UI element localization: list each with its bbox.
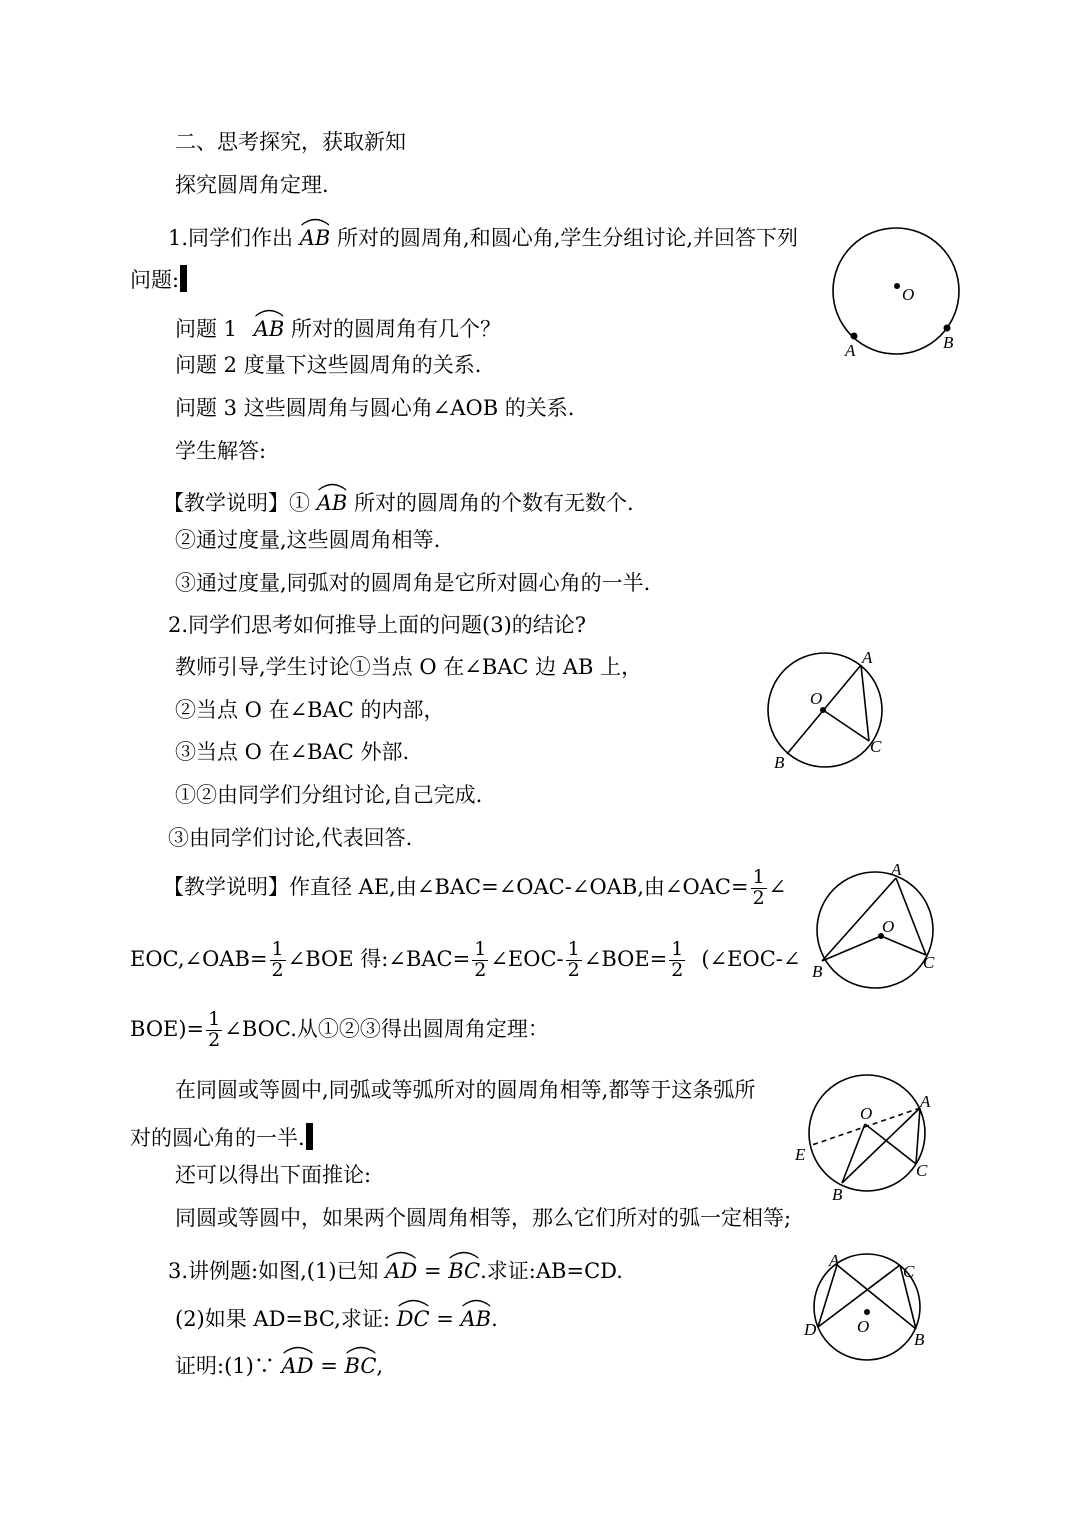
- text-cursor: [306, 1123, 313, 1150]
- label-e: E: [795, 1145, 806, 1164]
- corollary-text: 同圆或等圆中，如果两个圆周角相等，那么它们所对的弧一定相等;: [175, 1206, 792, 1230]
- section-subheading: 探究圆周角定理.: [175, 173, 329, 197]
- ex-l1-pre: 3.讲例题:如图,(1)已知: [168, 1259, 379, 1283]
- label-c: C: [903, 1262, 915, 1281]
- note2-f: ∠BOE=: [583, 946, 668, 971]
- figure-o-outside: [790, 1070, 940, 1210]
- theorem-line1: 在同圆或等圆中,同弧或等弧所对的圆周角相等,都等于这条弧所: [175, 1078, 756, 1102]
- segment-oc: [823, 710, 869, 741]
- item2-line3: ③当点 O 在∠BAC 外部.: [175, 740, 410, 764]
- segment-oc: [865, 1124, 916, 1164]
- label-b: B: [812, 962, 823, 981]
- theorem-line2: [130, 1123, 313, 1150]
- note1-line3: ③通过度量,同弧对的圆周角是它所对圆心角的一半.: [175, 571, 651, 595]
- arc-label: AB: [253, 317, 285, 341]
- label-b: B: [914, 1330, 925, 1349]
- note2-line1: [163, 868, 786, 909]
- arc-ad: [385, 1255, 417, 1282]
- item2-title: 2.同学们思考如何推导上面的问题(3)的结论?: [168, 613, 587, 637]
- chord-ac: [861, 665, 869, 741]
- section-heading: 二、思考探究，获取新知: [175, 130, 406, 154]
- label-c: C: [923, 953, 935, 972]
- arc-label: BC: [344, 1354, 377, 1378]
- fraction-half: [472, 940, 488, 981]
- frac-num: 1: [271, 938, 284, 960]
- label-o: O: [810, 689, 823, 708]
- example-line3: [175, 1350, 383, 1377]
- note2-a: 【教学说明】作直径 AE,由∠BAC=∠OAC-∠OAB,由∠OAC=: [163, 874, 749, 899]
- theorem-line2-text: 对的圆心角的一半.: [130, 1126, 305, 1150]
- chord-ab: [842, 1108, 920, 1183]
- note2-line2: [130, 940, 800, 981]
- note2-e: ∠EOC-: [490, 946, 564, 971]
- ex-l3-post: ,: [376, 1354, 384, 1378]
- note2-b: ∠: [768, 874, 787, 899]
- label-o: O: [857, 1317, 870, 1336]
- arc-bc: [345, 1350, 377, 1377]
- label-o: O: [882, 917, 895, 936]
- figure-o-inside: [808, 860, 948, 990]
- answer-label: 学生解答:: [175, 439, 267, 463]
- label-b: B: [832, 1185, 843, 1204]
- q1-text: 所对的圆周角有几个？: [291, 317, 502, 341]
- chord-ad: [818, 1265, 837, 1327]
- note2-d: ∠BOE 得:∠BAC=: [287, 946, 471, 971]
- eq-sign: =: [320, 1354, 338, 1378]
- item1-cont: [130, 265, 187, 292]
- note1-line2: ②通过度量,这些圆周角相等.: [175, 528, 441, 552]
- label-b: B: [774, 753, 785, 772]
- frac-num: 1: [671, 938, 684, 960]
- arc-bc: [448, 1255, 480, 1282]
- label-o: O: [860, 1104, 873, 1123]
- figure-circle-ab: [820, 220, 980, 370]
- frac-num: 1: [474, 938, 487, 960]
- fraction-half: [270, 940, 286, 981]
- ex-l2-post: .: [491, 1307, 498, 1331]
- label-o: O: [902, 285, 915, 304]
- label-b: B: [943, 333, 954, 352]
- figure-o-on-ab: [760, 648, 900, 778]
- frac-den: 2: [671, 958, 684, 981]
- arc-label: AD: [281, 1354, 314, 1378]
- note2-g: (∠EOC-∠: [701, 946, 801, 971]
- question-1: [175, 313, 501, 340]
- frac-den: 2: [271, 958, 284, 981]
- item1-cont-text: 问题:: [130, 268, 180, 292]
- circle: [809, 1075, 925, 1191]
- note1-line1: [163, 487, 634, 514]
- frac-num: 1: [208, 1008, 221, 1030]
- point-b: [944, 325, 951, 332]
- label-d: D: [804, 1320, 817, 1339]
- fraction-half: [206, 1010, 222, 1051]
- label-a: A: [845, 341, 856, 360]
- arc-ab: [254, 313, 285, 340]
- question-3: 问题 3 这些圆周角与圆心角∠AOB 的关系.: [175, 396, 575, 420]
- figure-example-abcd: [800, 1245, 940, 1375]
- arc-dc: [397, 1303, 430, 1330]
- frac-den: 2: [208, 1028, 221, 1051]
- arc-ab: [300, 222, 331, 249]
- label-c: C: [870, 737, 882, 756]
- item2-line5: ③由同学们讨论,代表回答.: [168, 826, 413, 850]
- note2-line3: [130, 1010, 549, 1051]
- item2-line1: 教师引导,学生讨论①当点 O 在∠BAC 边 AB 上，: [175, 655, 643, 679]
- label-a: A: [862, 648, 873, 667]
- example-line2: [175, 1303, 498, 1330]
- point-a: [851, 333, 858, 340]
- arc-label: AB: [460, 1307, 492, 1331]
- center-point: [864, 1309, 870, 1315]
- frac-num: 1: [752, 866, 765, 888]
- label-a: A: [829, 1251, 840, 1270]
- note1-post: 所对的圆周角的个数有无数个.: [353, 491, 634, 515]
- example-line1: [168, 1255, 623, 1282]
- arc-ad: [282, 1350, 314, 1377]
- item2-line4: ①②由同学们分组讨论,自己完成.: [175, 783, 483, 807]
- frac-den: 2: [752, 886, 765, 909]
- note1-pre: 【教学说明】①: [163, 491, 310, 515]
- ex-l3-pre: 证明:(1)∵: [175, 1354, 275, 1378]
- ex-l1-post: .求证:AB=CD.: [480, 1259, 623, 1283]
- label-a: A: [891, 860, 902, 879]
- eq-sign: =: [436, 1307, 454, 1331]
- segment-ob: [842, 1124, 865, 1183]
- label-c: C: [916, 1161, 928, 1180]
- frac-den: 2: [474, 958, 487, 981]
- arc-ab: [317, 487, 348, 514]
- note2-i: ∠BOC.从①②③得出圆周角定理：: [224, 1016, 549, 1041]
- item1-post: 所对的圆周角,和圆心角,学生分组讨论,并回答下列: [337, 226, 799, 250]
- fraction-half: [669, 940, 685, 981]
- ex-l2-pre: (2)如果 AD=BC,求证:: [175, 1307, 390, 1331]
- q1-label: 问题 1: [175, 317, 238, 341]
- note2-h: BOE)=: [130, 1016, 205, 1041]
- arc-label: AD: [385, 1259, 418, 1283]
- corollary-intro: 还可以得出下面推论:: [175, 1163, 372, 1187]
- arc-ab: [461, 1303, 492, 1330]
- arc-label: DC: [396, 1307, 430, 1331]
- frac-den: 2: [567, 958, 580, 981]
- item1-line: [168, 222, 798, 249]
- center-point: [894, 283, 900, 289]
- fraction-half: [751, 868, 767, 909]
- item2-line2: ②当点 O 在∠BAC 的内部，: [175, 698, 445, 722]
- frac-num: 1: [567, 938, 580, 960]
- text-cursor: [180, 265, 187, 292]
- question-2: 问题 2 度量下这些圆周角的关系.: [175, 353, 482, 377]
- segment-ob: [822, 936, 881, 961]
- label-a: A: [920, 1092, 931, 1111]
- fraction-half: [566, 940, 582, 981]
- arc-label: AB: [316, 491, 348, 515]
- chord-ac: [916, 1108, 920, 1164]
- item1-pre: 1.同学们作出: [168, 226, 294, 250]
- arc-label: BC: [448, 1259, 481, 1283]
- eq-sign: =: [423, 1259, 442, 1283]
- note2-c: EOC,∠OAB=: [130, 946, 268, 971]
- arc-label: AB: [299, 226, 331, 250]
